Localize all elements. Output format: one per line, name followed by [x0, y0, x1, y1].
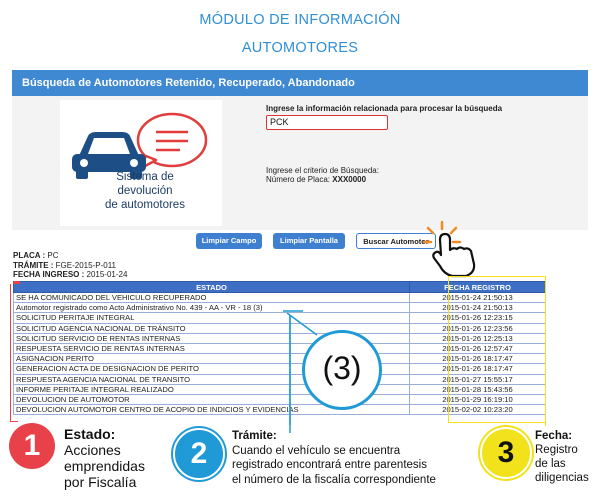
estado-highlight-foot — [10, 421, 18, 422]
plate-search-input[interactable] — [266, 115, 388, 130]
search-banner: Búsqueda de Automotores Retenido, Recuperado, Abandonado — [12, 70, 588, 96]
row-estado: SOLICITUD AGENCIA NACIONAL DE TRÁNSITO — [14, 323, 410, 333]
row-fecha: 2015-01-27 15:55:17 — [410, 374, 546, 384]
row-estado: GENERACION ACTA DE DESIGNACION DE PERITO — [14, 364, 410, 374]
caption-line3: de automotores — [105, 199, 185, 211]
tramite-value: FGE-2015-P-011 — [55, 260, 116, 270]
row-fecha: 2015-01-26 12:23:15 — [410, 313, 546, 323]
column-header-fecha: FECHA REGISTRO — [410, 282, 546, 293]
callout-1-line3: por Fiscalía — [64, 474, 137, 490]
row-estado: SOLICITUD SERVICIO DE RENTAS INTERNAS — [14, 333, 410, 343]
zoom-pointer-line — [285, 311, 325, 341]
callout-3-heading: Fecha: — [535, 430, 573, 442]
callout-3-line3: diligencias — [535, 472, 589, 484]
callout-2-badge: 2 — [173, 428, 225, 480]
placa-label: PLACA : — [13, 251, 46, 260]
callout-1-text — [64, 426, 145, 490]
row-fecha: 2015-01-26 12:25:13 — [410, 333, 546, 343]
fecha-highlight-box — [448, 276, 546, 423]
page-title-line1: MÓDULO DE INFORMACIÓN — [199, 12, 401, 28]
row-fecha: 2015-01-26 18:17:47 — [410, 364, 546, 374]
hand-pointer-icon — [420, 218, 484, 278]
page-title-line2: AUTOMOTORES — [241, 40, 359, 56]
illustration-caption — [90, 170, 200, 212]
row-estado: RESPUESTA SERVICIO DE RENTAS INTERNAS — [14, 343, 410, 353]
fecha-ingreso-value: 2015-01-24 — [86, 270, 128, 279]
tramite-label: TRÁMITE : — [13, 260, 54, 270]
row-fecha: 2015-01-26 12:23:56 — [410, 323, 546, 333]
placa-value: PC — [47, 251, 59, 260]
estado-highlight-line — [10, 284, 11, 422]
callout-1-line1: Acciones — [64, 442, 121, 458]
estado-header-marker — [13, 281, 20, 284]
caption-line1: Sistema de — [116, 171, 174, 183]
zoom-label: (3) — [322, 350, 362, 386]
callout-1-badge: 1 — [9, 423, 55, 469]
callout-3-line1: Registro — [535, 444, 578, 456]
row-fecha: 2015-01-26 12:57:47 — [410, 343, 546, 353]
criteria-label: Ingrese el criterio de Búsqueda: — [266, 166, 379, 175]
callout-2-line2: registrado encontrará entre parentesis — [232, 459, 427, 471]
row-estado: DEVOLUCION DE AUTOMOTOR — [14, 394, 410, 404]
fecha-highlight-line — [545, 276, 546, 426]
row-estado: RESPUESTA AGENCIA NACIONAL DE TRANSITO — [14, 374, 410, 384]
row-fecha: 2015-01-24 21:50:13 — [410, 293, 546, 303]
search-instruction: Ingrese la información relacionada para procesar la búsqueda — [266, 104, 503, 113]
callout-2-line3: el número de la fiscalía correspondiente — [232, 473, 436, 486]
callout-1-line2: emprendidas — [64, 458, 145, 474]
callout-3-line2: de las — [535, 458, 566, 470]
row-fecha: 2015-02-02 10:23:20 — [410, 405, 546, 415]
callout-3-badge: 3 — [480, 427, 532, 479]
callout-3-text — [535, 429, 589, 485]
row-fecha: 2015-01-28 15:43:56 — [410, 384, 546, 394]
row-estado: DEVOLUCION AUTOMOTOR CENTRO DE ACOPIO DE INDICIOS Y EVIDENCIAS — [14, 405, 410, 415]
callout-2-text — [232, 429, 436, 487]
row-estado: Automotor registrado como Acto Administrativo No. 439 - AA - VR - 18 (3) — [14, 303, 410, 313]
row-estado: SE HA COMUNICADO DEL VEHICULO RECUPERADO — [14, 293, 410, 303]
row-fecha: 2015-01-26 18:17:47 — [410, 354, 546, 364]
callout-2-line1: Cuando el vehículo se encuentra — [232, 444, 401, 457]
row-estado: ASIGNACION PERITO — [14, 354, 410, 364]
search-vehicle-button[interactable]: Buscar Automotor — [356, 233, 436, 249]
row-fecha: 2015-01-24 21:50:13 — [410, 303, 546, 313]
clear-field-button[interactable]: Limpiar Campo — [196, 233, 262, 249]
callout-2-heading: Trámite: — [232, 430, 277, 442]
fecha-ingreso-label: FECHA INGRESO : — [13, 270, 85, 279]
caption-line2: devolución — [117, 185, 173, 197]
column-header-estado: ESTADO — [14, 282, 410, 293]
row-estado: INFORME PERITAJE INTEGRAL REALIZADO — [14, 384, 410, 394]
record-info — [13, 251, 127, 280]
clear-screen-button[interactable]: Limpiar Pantalla — [273, 233, 345, 249]
row-fecha: 2015-01-29 16:19:10 — [410, 394, 546, 404]
plate-format-example: XXX0000 — [332, 175, 367, 184]
callout-1-heading: Estado: — [64, 426, 116, 442]
row-estado: SOLICITUD PERITAJE INTEGRAL — [14, 313, 410, 323]
plate-label: Número de Placa: — [266, 175, 331, 184]
